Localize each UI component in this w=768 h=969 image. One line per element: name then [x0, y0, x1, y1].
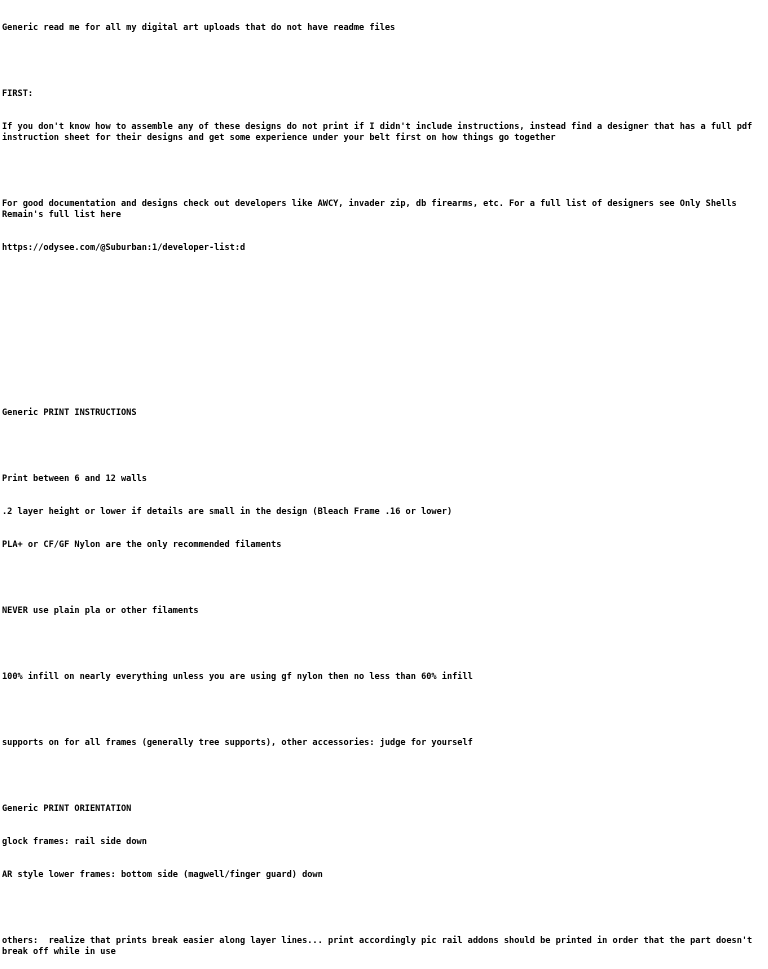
others-note: others: realize that prints break easier along layer lines... print accordingly pic rail addons should be printed in order that the part doesn't break off while in use	[2, 936, 758, 957]
blank-line	[2, 342, 766, 353]
layer-height-instruction: .2 layer height or lower if details are small in the design (Bleach Frame .16 or lower)	[2, 507, 453, 517]
blank-line	[2, 166, 766, 177]
blank-line	[2, 56, 766, 67]
first-heading: FIRST:	[2, 89, 34, 99]
readme-document	[2, 1, 766, 969]
blank-line	[2, 903, 766, 914]
ar-orientation: AR style lower frames: bottom side (magwell/finger guard) down	[2, 870, 323, 880]
blank-line	[2, 375, 766, 386]
documentation-paragraph: For good documentation and designs check out developers like AWCY, invader zip, db firearms, etc. For a full list of designers see Only Shells Remain's full list here	[2, 199, 742, 220]
blank-line	[2, 573, 766, 584]
print-orientation-heading: Generic PRINT ORIENTATION	[2, 804, 132, 814]
developer-list-link[interactable]: https://odysee.com/@Suburban:1/developer-list:d	[2, 243, 246, 253]
infill-instruction: 100% infill on nearly everything unless you are using gf nylon then no less than 60% infill	[2, 672, 473, 682]
blank-line	[2, 276, 766, 287]
walls-instruction: Print between 6 and 12 walls	[2, 474, 147, 484]
blank-line	[2, 771, 766, 782]
glock-orientation: glock frames: rail side down	[2, 837, 147, 847]
blank-line	[2, 705, 766, 716]
never-pla-instruction: NEVER use plain pla or other filaments	[2, 606, 199, 616]
supports-instruction: supports on for all frames (generally tree supports), other accessories: judge for yourself	[2, 738, 473, 748]
document-header: Generic read me for all my digital art uploads that do not have readme files	[2, 23, 396, 33]
blank-line	[2, 309, 766, 320]
first-paragraph: If you don't know how to assemble any of these designs do not print if I didn't include instructions, instead find a designer that has a full pdf instruction sheet for their designs and get some experience under your belt first on how things go together	[2, 122, 758, 143]
blank-line	[2, 441, 766, 452]
blank-line	[2, 639, 766, 650]
print-instructions-heading: Generic PRINT INSTRUCTIONS	[2, 408, 137, 418]
filaments-instruction: PLA+ or CF/GF Nylon are the only recommended filaments	[2, 540, 282, 550]
